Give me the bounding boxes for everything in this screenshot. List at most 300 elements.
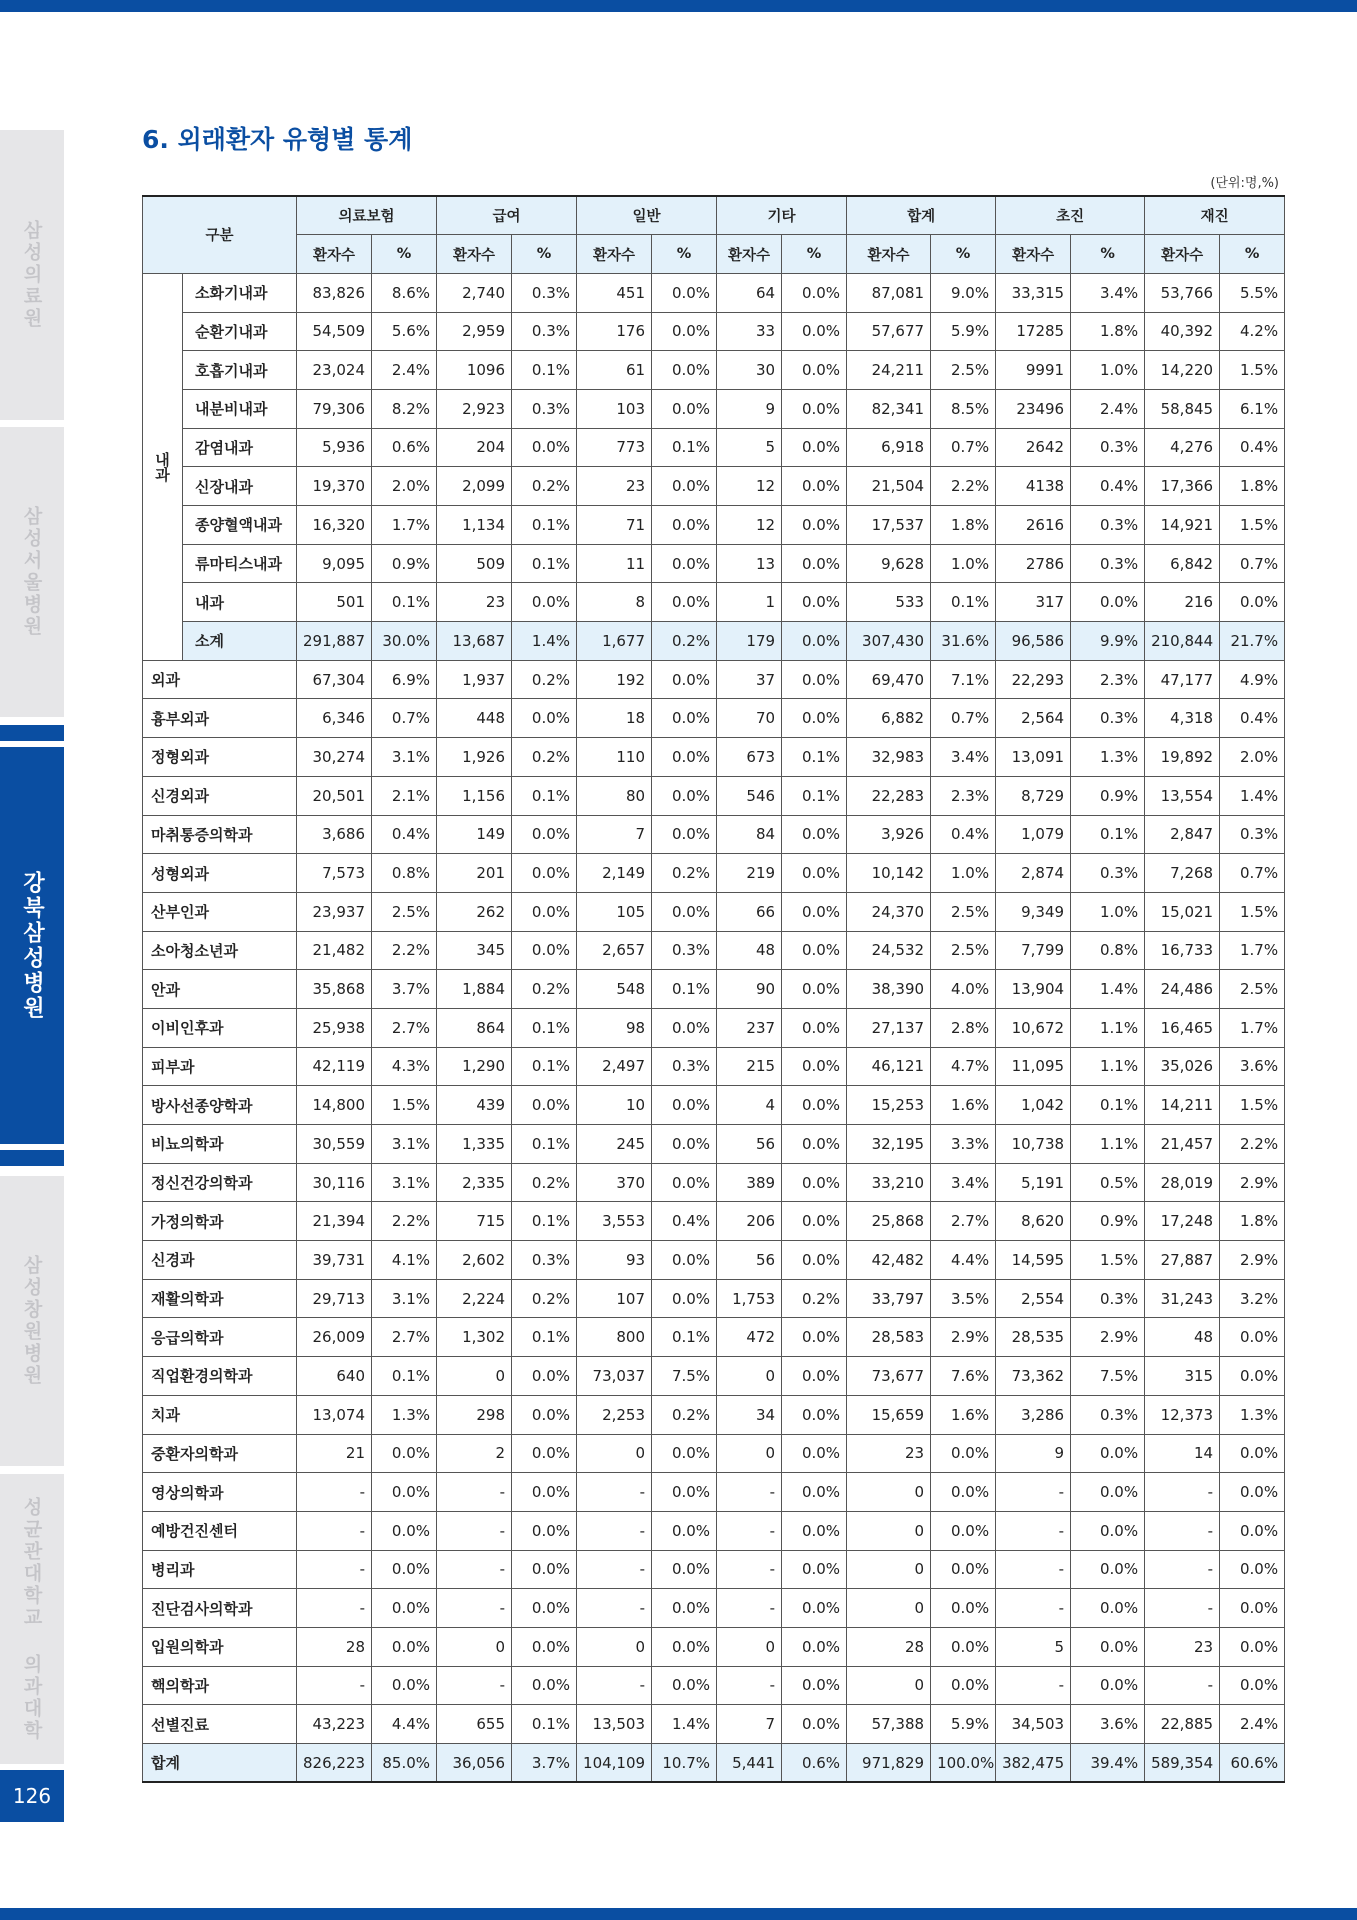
cell-percent: 0.0%	[652, 1163, 717, 1202]
cell-count: -	[717, 1511, 782, 1550]
table-row	[143, 1008, 1285, 1047]
cell-count: 57,388	[847, 1705, 931, 1744]
cell-percent: 0.0%	[782, 1395, 847, 1434]
cell-count: 548	[577, 970, 652, 1009]
cell-percent: 0.0%	[782, 1473, 847, 1512]
cell-percent: 0.0%	[372, 1473, 437, 1512]
cell-count: -	[437, 1589, 512, 1628]
header-percent: %	[372, 235, 437, 274]
cell-percent: 3.1%	[372, 738, 437, 777]
cell-percent: 1.3%	[1071, 738, 1145, 777]
cell-count: 23	[847, 1434, 931, 1473]
cell-percent: 0.0%	[1071, 583, 1145, 622]
cell-count: 1,926	[437, 738, 512, 777]
table-header	[143, 196, 1285, 273]
cell-count: 21,482	[297, 931, 372, 970]
cell-percent: 0.0%	[372, 1627, 437, 1666]
table-row	[143, 428, 1285, 467]
cell-count: -	[577, 1473, 652, 1512]
cell-percent: 0.0%	[782, 389, 847, 428]
cell-percent: 0.0%	[652, 273, 717, 312]
header-group: 기타	[717, 196, 847, 235]
sidebar-tab-samsung-seoul-hospital[interactable]	[0, 427, 64, 717]
cell-percent: 2.7%	[372, 1008, 437, 1047]
cell-percent: 0.3%	[1071, 544, 1145, 583]
cell-percent: 0.0%	[782, 699, 847, 738]
cell-count: 0	[577, 1627, 652, 1666]
row-label: 마취통증의학과	[143, 815, 297, 854]
cell-count: 19,892	[1145, 738, 1220, 777]
cell-count: 110	[577, 738, 652, 777]
cell-percent: 2.9%	[1220, 1241, 1285, 1280]
cell-percent: 8.5%	[931, 389, 996, 428]
cell-count: 2,253	[577, 1395, 652, 1434]
header-row-sub	[143, 235, 1285, 274]
cell-percent: 21.7%	[1220, 622, 1285, 661]
cell-percent: 0.0%	[782, 854, 847, 893]
cell-percent: 0.0%	[512, 1666, 577, 1705]
cell-percent: 1.3%	[1220, 1395, 1285, 1434]
row-label: 재활의학과	[143, 1279, 297, 1318]
cell-percent: 0.3%	[512, 312, 577, 351]
cell-count: 7,573	[297, 854, 372, 893]
cell-percent: 0.0%	[931, 1434, 996, 1473]
cell-count: 24,486	[1145, 970, 1220, 1009]
cell-count: -	[996, 1666, 1071, 1705]
cell-percent: 2.9%	[931, 1318, 996, 1357]
row-label: 이비인후과	[143, 1008, 297, 1047]
cell-count: 27,887	[1145, 1241, 1220, 1280]
sidebar-tab-label: 삼성의료원	[20, 220, 43, 330]
cell-count: -	[996, 1473, 1071, 1512]
cell-percent: 0.0%	[652, 699, 717, 738]
cell-count: 104,109	[577, 1744, 652, 1783]
row-label: 가정의학과	[143, 1202, 297, 1241]
cell-count: 22,283	[847, 776, 931, 815]
cell-percent: 0.2%	[652, 622, 717, 661]
cell-count: 83,826	[297, 273, 372, 312]
cell-count: 28	[297, 1627, 372, 1666]
table-row	[143, 1357, 1285, 1396]
cell-count: 179	[717, 622, 782, 661]
cell-percent: 0.0%	[1071, 1511, 1145, 1550]
cell-count: 53,766	[1145, 273, 1220, 312]
table-row	[143, 1511, 1285, 1550]
cell-percent: 0.0%	[1220, 1434, 1285, 1473]
cell-percent: 0.0%	[782, 1357, 847, 1396]
cell-count: 448	[437, 699, 512, 738]
cell-count: 4,318	[1145, 699, 1220, 738]
cell-count: 33,210	[847, 1163, 931, 1202]
cell-count: 1,884	[437, 970, 512, 1009]
cell-count: 6,918	[847, 428, 931, 467]
cell-count: 216	[1145, 583, 1220, 622]
row-group-label: 내과	[143, 273, 183, 660]
cell-percent: 0.0%	[931, 1550, 996, 1589]
cell-count: 13,687	[437, 622, 512, 661]
cell-count: 42,482	[847, 1241, 931, 1280]
cell-percent: 0.0%	[1071, 1473, 1145, 1512]
cell-percent: 0.1%	[782, 776, 847, 815]
cell-count: 20,501	[297, 776, 372, 815]
cell-percent: 1.5%	[1220, 892, 1285, 931]
cell-percent: 0.0%	[652, 312, 717, 351]
outpatient-stats-table	[142, 195, 1285, 1783]
cell-percent: 2.9%	[1220, 1163, 1285, 1202]
cell-percent: 0.0%	[782, 1627, 847, 1666]
cell-percent: 0.1%	[1071, 1086, 1145, 1125]
table-row	[143, 815, 1285, 854]
cell-count: 149	[437, 815, 512, 854]
cell-count: 12	[717, 467, 782, 506]
cell-count: 9	[996, 1434, 1071, 1473]
row-label: 종양혈액내과	[183, 506, 297, 545]
cell-percent: 1.0%	[931, 544, 996, 583]
cell-count: 17,248	[1145, 1202, 1220, 1241]
cell-count: 2,740	[437, 273, 512, 312]
cell-percent: 0.0%	[512, 1395, 577, 1434]
cell-percent: 0.0%	[652, 1008, 717, 1047]
cell-count: -	[437, 1666, 512, 1705]
cell-count: 10,142	[847, 854, 931, 893]
cell-count: -	[577, 1666, 652, 1705]
cell-percent: 1.4%	[652, 1705, 717, 1744]
row-label: 소아청소년과	[143, 931, 297, 970]
cell-count: 46,121	[847, 1047, 931, 1086]
cell-count: 2,959	[437, 312, 512, 351]
cell-percent: 0.0%	[782, 815, 847, 854]
cell-percent: 0.0%	[782, 273, 847, 312]
header-percent: %	[782, 235, 847, 274]
cell-percent: 1.1%	[1071, 1125, 1145, 1164]
cell-count: 0	[717, 1434, 782, 1473]
table-row	[143, 389, 1285, 428]
cell-count: 28,583	[847, 1318, 931, 1357]
cell-percent: 0.3%	[512, 1241, 577, 1280]
cell-percent: 0.0%	[931, 1589, 996, 1628]
sidebar-active-stripe-bottom	[0, 1150, 64, 1166]
table-row	[143, 1163, 1285, 1202]
cell-count: 80	[577, 776, 652, 815]
row-label: 신장내과	[183, 467, 297, 506]
cell-percent: 0.0%	[652, 1666, 717, 1705]
cell-percent: 0.0%	[652, 1589, 717, 1628]
cell-count: 2,874	[996, 854, 1071, 893]
cell-percent: 0.0%	[782, 1511, 847, 1550]
cell-count: 31,243	[1145, 1279, 1220, 1318]
cell-count: -	[437, 1473, 512, 1512]
cell-count: 2,149	[577, 854, 652, 893]
cell-count: 0	[717, 1627, 782, 1666]
table-row	[143, 854, 1285, 893]
sidebar-active-stripe-top	[0, 725, 64, 741]
cell-percent: 2.7%	[372, 1318, 437, 1357]
header-percent: %	[512, 235, 577, 274]
cell-count: 38,390	[847, 970, 931, 1009]
cell-count: 589,354	[1145, 1744, 1220, 1783]
cell-count: 0	[437, 1627, 512, 1666]
cell-count: 14,220	[1145, 351, 1220, 390]
cell-count: 16,465	[1145, 1008, 1220, 1047]
cell-percent: 0.0%	[512, 699, 577, 738]
cell-count: 34,503	[996, 1705, 1071, 1744]
cell-count: 1,156	[437, 776, 512, 815]
row-label: 핵의학과	[143, 1666, 297, 1705]
cell-count: -	[297, 1550, 372, 1589]
cell-percent: 1.7%	[372, 506, 437, 545]
cell-count: 57,677	[847, 312, 931, 351]
cell-count: 69,470	[847, 660, 931, 699]
cell-count: 15,021	[1145, 892, 1220, 931]
cell-percent: 0.0%	[512, 1473, 577, 1512]
cell-percent: 1.0%	[1071, 892, 1145, 931]
row-label: 성형외과	[143, 854, 297, 893]
cell-count: 2786	[996, 544, 1071, 583]
cell-percent: 0.0%	[782, 506, 847, 545]
table-row	[143, 351, 1285, 390]
cell-count: 61	[577, 351, 652, 390]
cell-percent: 0.0%	[652, 1627, 717, 1666]
table-row	[143, 1705, 1285, 1744]
cell-count: -	[1145, 1666, 1220, 1705]
cell-count: 3,553	[577, 1202, 652, 1241]
cell-count: 54,509	[297, 312, 372, 351]
cell-count: 29,713	[297, 1279, 372, 1318]
cell-count: 87,081	[847, 273, 931, 312]
cell-percent: 0.0%	[782, 1163, 847, 1202]
cell-percent: 0.0%	[1071, 1666, 1145, 1705]
cell-count: 73,362	[996, 1357, 1071, 1396]
cell-count: 0	[847, 1473, 931, 1512]
cell-count: 107	[577, 1279, 652, 1318]
cell-count: 2,554	[996, 1279, 1071, 1318]
cell-count: 67,304	[297, 660, 372, 699]
cell-percent: 1.5%	[1220, 506, 1285, 545]
cell-percent: 2.3%	[1071, 660, 1145, 699]
total-row	[143, 1744, 1285, 1783]
cell-percent: 7.6%	[931, 1357, 996, 1396]
sidebar-tab-kangbuk-samsung-hospital[interactable]	[0, 747, 64, 1144]
cell-percent: 0.0%	[652, 1511, 717, 1550]
cell-percent: 10.7%	[652, 1744, 717, 1783]
cell-count: -	[996, 1550, 1071, 1589]
cell-count: 3,926	[847, 815, 931, 854]
cell-percent: 0.0%	[1220, 583, 1285, 622]
cell-count: 23	[437, 583, 512, 622]
cell-count: 509	[437, 544, 512, 583]
cell-percent: 0.0%	[652, 467, 717, 506]
cell-percent: 3.4%	[931, 1163, 996, 1202]
header-row-groups	[143, 196, 1285, 235]
header-count: 환자수	[297, 235, 372, 274]
unit-note: (단위:명,%)	[1210, 176, 1279, 191]
cell-percent: 0.1%	[652, 428, 717, 467]
cell-count: -	[1145, 1511, 1220, 1550]
sidebar-tab-samsung-changwon-hospital[interactable]	[0, 1176, 64, 1466]
cell-percent: 0.0%	[782, 1125, 847, 1164]
cell-percent: 9.0%	[931, 273, 996, 312]
cell-percent: 0.3%	[1071, 1395, 1145, 1434]
cell-percent: 0.0%	[652, 1125, 717, 1164]
table-row	[143, 583, 1285, 622]
cell-percent: 1.0%	[931, 854, 996, 893]
cell-count: 1,302	[437, 1318, 512, 1357]
row-label: 소계	[183, 622, 297, 661]
header-group: 합계	[847, 196, 996, 235]
row-label: 정형외과	[143, 738, 297, 777]
cell-count: 2,497	[577, 1047, 652, 1086]
cell-count: 5,191	[996, 1163, 1071, 1202]
cell-count: 98	[577, 1008, 652, 1047]
header-group: 재진	[1145, 196, 1285, 235]
cell-count: 10,672	[996, 1008, 1071, 1047]
cell-percent: 0.0%	[782, 1550, 847, 1589]
cell-percent: 0.0%	[782, 1202, 847, 1241]
row-label: 진단검사의학과	[143, 1589, 297, 1628]
cell-count: 298	[437, 1395, 512, 1434]
cell-percent: 0.0%	[652, 1086, 717, 1125]
row-label: 산부인과	[143, 892, 297, 931]
cell-count: 79,306	[297, 389, 372, 428]
cell-count: 17285	[996, 312, 1071, 351]
cell-count: 0	[437, 1357, 512, 1396]
cell-percent: 2.5%	[931, 892, 996, 931]
cell-percent: 3.1%	[372, 1163, 437, 1202]
cell-percent: 2.0%	[372, 467, 437, 506]
cell-percent: 2.0%	[1220, 738, 1285, 777]
cell-count: 93	[577, 1241, 652, 1280]
cell-count: 176	[577, 312, 652, 351]
cell-percent: 8.2%	[372, 389, 437, 428]
row-label: 외과	[143, 660, 297, 699]
sidebar-tab-skku-medicine[interactable]	[0, 1474, 64, 1764]
cell-count: 4	[717, 1086, 782, 1125]
table-row	[143, 1241, 1285, 1280]
cell-percent: 85.0%	[372, 1744, 437, 1783]
cell-percent: 0.0%	[1220, 1473, 1285, 1512]
cell-percent: 0.1%	[512, 506, 577, 545]
cell-percent: 0.0%	[1220, 1550, 1285, 1589]
cell-percent: 0.3%	[512, 273, 577, 312]
cell-count: 24,532	[847, 931, 931, 970]
cell-count: 307,430	[847, 622, 931, 661]
table-row	[143, 467, 1285, 506]
header-group: 급여	[437, 196, 577, 235]
row-label: 호흡기내과	[183, 351, 297, 390]
cell-count: 673	[717, 738, 782, 777]
cell-count: 1,753	[717, 1279, 782, 1318]
cell-count: 43,223	[297, 1705, 372, 1744]
sidebar-tab-samsung-medical-center[interactable]	[0, 130, 64, 420]
row-label: 신경외과	[143, 776, 297, 815]
cell-percent: 3.3%	[931, 1125, 996, 1164]
cell-count: -	[1145, 1473, 1220, 1512]
cell-percent: 4.9%	[1220, 660, 1285, 699]
table-row	[143, 1047, 1285, 1086]
subtotal-row	[143, 622, 1285, 661]
cell-percent: 1.5%	[1220, 351, 1285, 390]
table-row	[143, 544, 1285, 583]
cell-count: 291,887	[297, 622, 372, 661]
cell-percent: 5.6%	[372, 312, 437, 351]
row-label: 신경과	[143, 1241, 297, 1280]
cell-count: 30,274	[297, 738, 372, 777]
cell-percent: 0.0%	[512, 931, 577, 970]
cell-count: 192	[577, 660, 652, 699]
cell-count: -	[717, 1473, 782, 1512]
cell-percent: 0.0%	[512, 1627, 577, 1666]
cell-count: 30,559	[297, 1125, 372, 1164]
row-label: 선별진료	[143, 1705, 297, 1744]
cell-count: 4,276	[1145, 428, 1220, 467]
cell-percent: 0.3%	[1071, 506, 1145, 545]
cell-percent: 0.0%	[782, 1086, 847, 1125]
header-percent: %	[1220, 235, 1285, 274]
cell-count: 105	[577, 892, 652, 931]
header-count: 환자수	[437, 235, 512, 274]
cell-percent: 6.9%	[372, 660, 437, 699]
cell-count: 1,937	[437, 660, 512, 699]
cell-count: 1	[717, 583, 782, 622]
table-row	[143, 1395, 1285, 1434]
cell-percent: 0.0%	[652, 738, 717, 777]
table-row	[143, 1550, 1285, 1589]
cell-count: 9991	[996, 351, 1071, 390]
cell-percent: 0.2%	[512, 970, 577, 1009]
cell-percent: 0.8%	[372, 854, 437, 893]
cell-count: -	[297, 1666, 372, 1705]
cell-count: 245	[577, 1125, 652, 1164]
cell-percent: 0.0%	[512, 1589, 577, 1628]
cell-percent: 0.1%	[512, 1008, 577, 1047]
table-row	[143, 970, 1285, 1009]
cell-percent: 0.1%	[782, 738, 847, 777]
cell-count: 2,602	[437, 1241, 512, 1280]
cell-count: 36,056	[437, 1744, 512, 1783]
cell-count: 2,564	[996, 699, 1071, 738]
cell-percent: 0.8%	[1071, 931, 1145, 970]
cell-percent: 0.1%	[652, 970, 717, 1009]
cell-percent: 0.1%	[931, 583, 996, 622]
cell-count: -	[1145, 1550, 1220, 1589]
cell-percent: 2.5%	[931, 351, 996, 390]
cell-count: 24,211	[847, 351, 931, 390]
cell-count: 34	[717, 1395, 782, 1434]
cell-percent: 0.0%	[652, 1434, 717, 1473]
table-row	[143, 738, 1285, 777]
cell-count: 66	[717, 892, 782, 931]
cell-count: 14	[1145, 1434, 1220, 1473]
cell-percent: 0.0%	[512, 1357, 577, 1396]
page-number: 126	[0, 1770, 64, 1822]
cell-percent: 2.2%	[1220, 1125, 1285, 1164]
cell-percent: 2.3%	[931, 776, 996, 815]
cell-percent: 2.2%	[372, 931, 437, 970]
cell-count: 21,504	[847, 467, 931, 506]
cell-percent: 0.0%	[512, 1511, 577, 1550]
cell-percent: 0.7%	[931, 428, 996, 467]
cell-count: 773	[577, 428, 652, 467]
row-label: 피부과	[143, 1047, 297, 1086]
cell-count: 58,845	[1145, 389, 1220, 428]
cell-percent: 0.0%	[652, 389, 717, 428]
cell-percent: 0.0%	[652, 583, 717, 622]
cell-percent: 0.0%	[652, 1473, 717, 1512]
cell-percent: 0.0%	[931, 1473, 996, 1512]
cell-count: 21,457	[1145, 1125, 1220, 1164]
cell-percent: 0.1%	[512, 351, 577, 390]
cell-percent: 0.6%	[782, 1744, 847, 1783]
